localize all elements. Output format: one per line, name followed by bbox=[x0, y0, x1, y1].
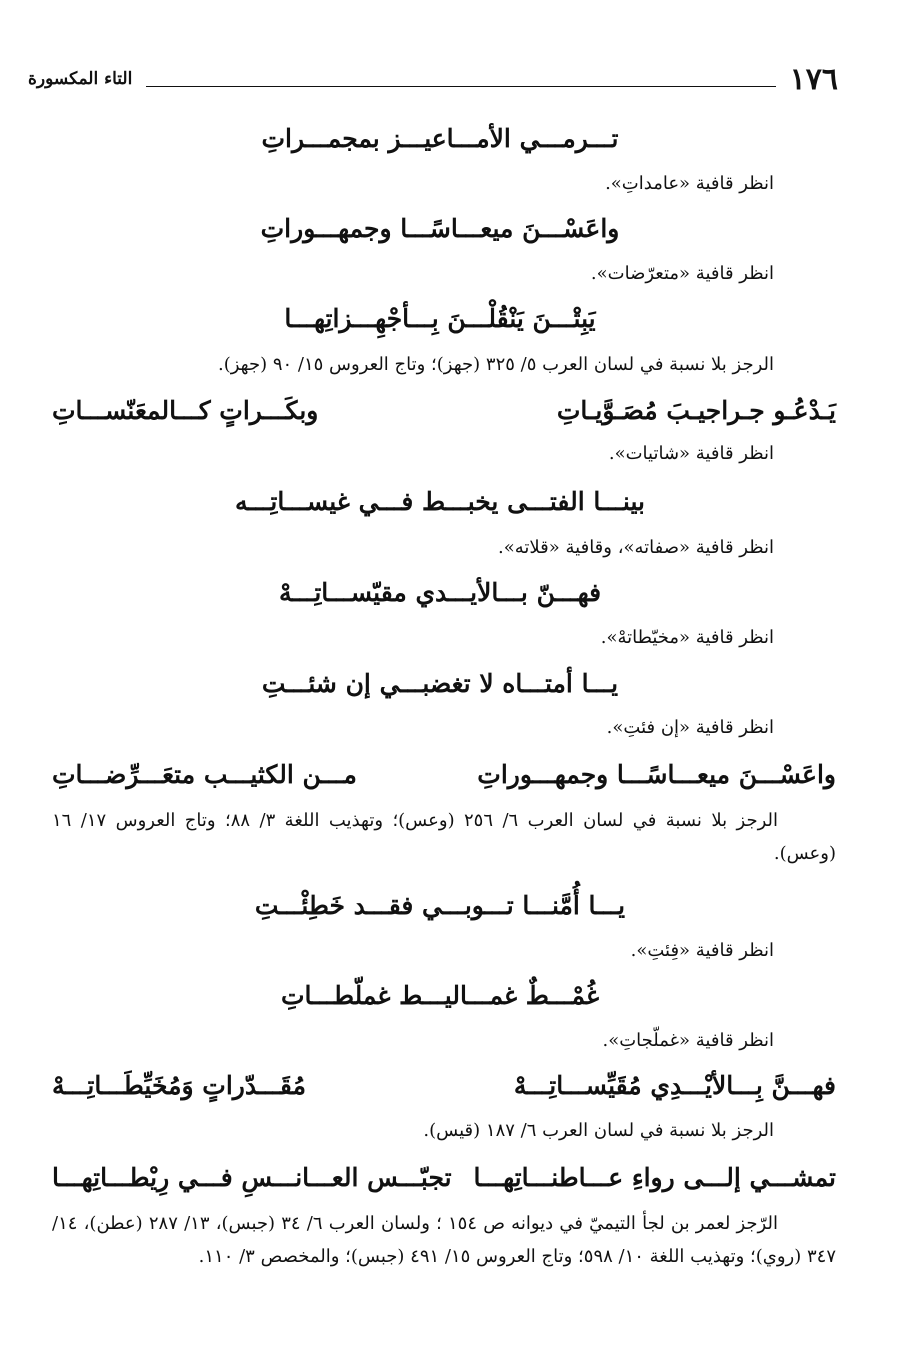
hemistich-left: تجبّـــس العـــانـــسِ فـــي رِيْطـــاتِهـــا bbox=[52, 1163, 452, 1192]
hemistich-right: فهـــنَّ بِـــالأيْـــدِي مُقَيِّســـاتِـــهْ bbox=[513, 1071, 836, 1100]
verse-note: انظر قافية «متعرّضات». bbox=[590, 263, 774, 284]
verse-line: تـــرمـــي الأمـــاعيـــز بمجمـــراتِ bbox=[261, 124, 619, 153]
verse-line: فهـــنّ بـــالأيـــدي مقيّســـاتِـــهْ bbox=[278, 578, 602, 607]
verse-line: يَبِتْـــنَ يَنْقُلْـــنَ بِـــأجْهِـــزاتِهـــا bbox=[284, 304, 596, 333]
verse-note: انظر قافية «مخيّطاتهْ». bbox=[600, 627, 774, 648]
verse-note: الرجز بلا نسبة في لسان العرب ٥/ ٣٢٥ (جهز)؛ وتاج العروس ١٥/ ٩٠ (جهز). bbox=[217, 354, 774, 375]
verse-couplet bbox=[52, 1163, 836, 1192]
hemistich-left: مُقَـــدّراتٍ وَمُخَيِّطَـــاتِـــهْ bbox=[52, 1071, 306, 1100]
verse-couplet bbox=[52, 760, 836, 789]
verse-line: بينـــا الفتـــى يخبـــط فـــي غيســـاتِـــه bbox=[235, 487, 645, 516]
verse-line: يـــا أُمَّنـــا تـــوبـــي فقـــد خَطِئْـــتِ bbox=[254, 891, 626, 920]
verse-note: انظر قافية «إن فئتِ». bbox=[606, 717, 774, 738]
verse-note: انظر قافية «صفاته»، وقافية «قلاته». bbox=[498, 537, 774, 558]
hemistich-right: واعَسْـــنَ ميعـــاسًـــا وجمهـــوراتِ bbox=[477, 760, 836, 789]
verse-note: انظر قافية «عامداتِ». bbox=[605, 173, 774, 194]
section-title: التاء المكسورة bbox=[28, 69, 133, 89]
verse-note: انظر قافية «غملّجاتِ». bbox=[602, 1030, 774, 1051]
hemistich-right: تمشـــي إلـــى رواءِ عـــاطنـــاتِهـــا bbox=[473, 1163, 836, 1192]
page-number: ١٧٦ bbox=[789, 61, 838, 97]
verse-note: انظر قافية «شاتيات». bbox=[608, 443, 774, 464]
verse-couplet bbox=[52, 1071, 836, 1100]
verse-footnote: الرّجز لعمر بن لجأ التيميّ في ديوانه ص ١٥٤ ؛ ولسان العرب ٦/ ٣٤ (جبس)، ١٣/ ٢٨٧ (عطن)، ١٤/ ٣٤٧ (روي)؛ وتهذيب اللغة ١٠/ ٥٩٨؛ وتاج العروس ١٥/ ٤٩١ (جبس)؛ والمخصص ٣/ ١١٠. bbox=[52, 1213, 836, 1267]
verse-line: واعَسْـــنَ ميعـــاسًـــا وجمهـــوراتِ bbox=[260, 214, 620, 243]
verse-line: غُمْـــطٌ غمـــاليـــط غملّطـــاتِ bbox=[280, 981, 600, 1010]
hemistich-left: وبكَـــراتٍ كـــالمعَنّســـاتِ bbox=[52, 396, 319, 425]
hemistich-right: يَـدْعُـو جـراجيـبَ مُصَـوَّيـاتِ bbox=[556, 396, 836, 425]
verse-footnote: الرجز بلا نسبة في لسان العرب ٦/ ٢٥٦ (وعس)؛ وتهذيب اللغة ٣/ ٨٨؛ وتاج العروس ١٧/ ١٦ (وعس). bbox=[52, 810, 836, 864]
hemistich-left: مـــن الكثيـــب متعَـــرِّضـــاتِ bbox=[52, 760, 357, 789]
header-rule bbox=[146, 72, 775, 87]
verse-note: الرجز بلا نسبة في لسان العرب ٦/ ١٨٧ (قيس). bbox=[423, 1120, 774, 1141]
verse-couplet bbox=[52, 396, 836, 425]
verse-line: يـــا أمتـــاه لا تغضبـــي إن شئـــتِ bbox=[261, 669, 619, 698]
verse-note: انظر قافية «فِئتِ». bbox=[630, 940, 774, 961]
page-header bbox=[28, 62, 838, 96]
